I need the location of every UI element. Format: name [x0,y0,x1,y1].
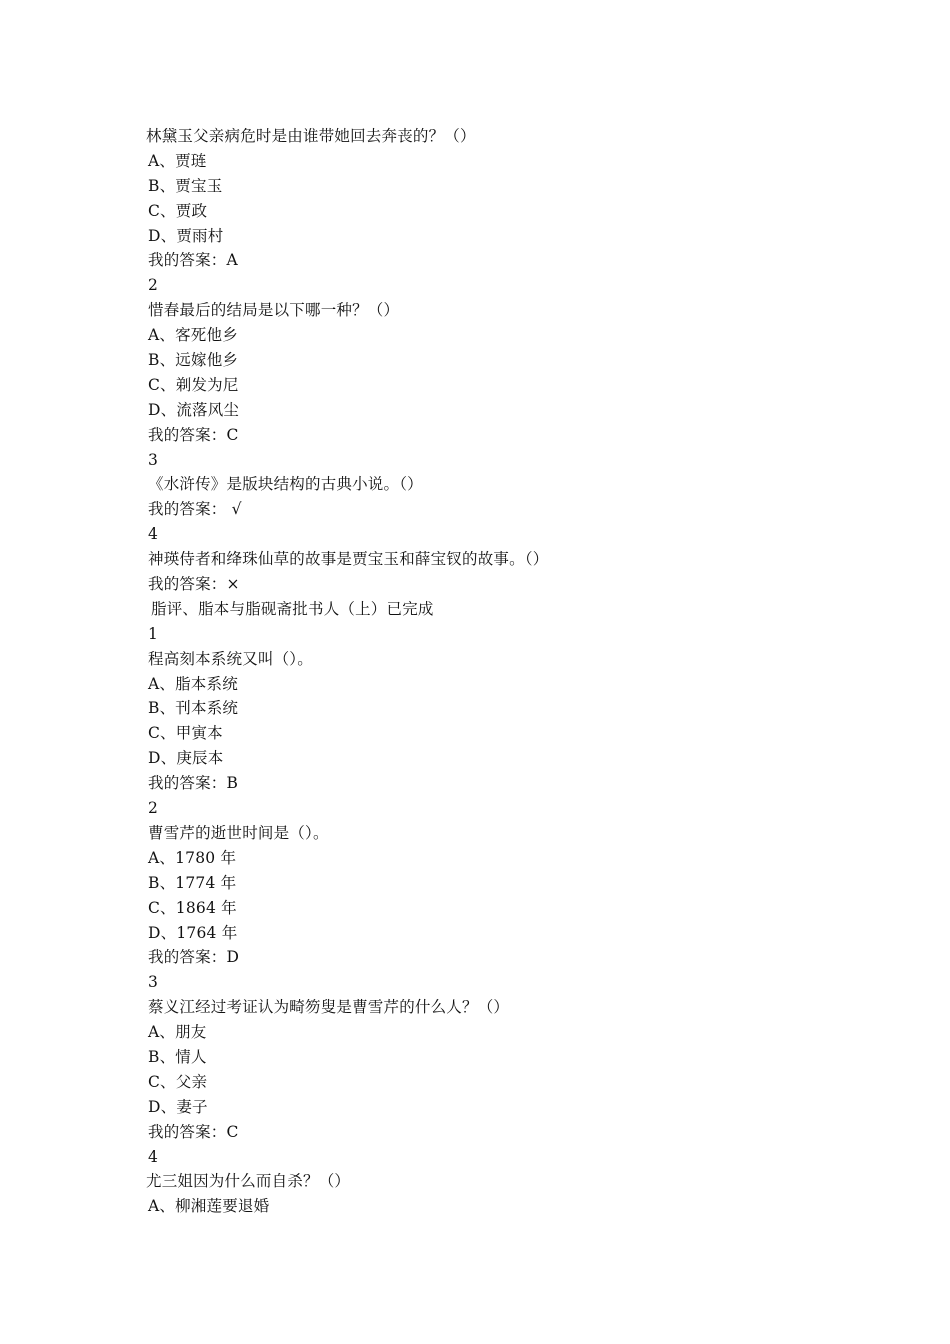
question-text: 尤三姐因为什么而自杀？（） [146,1172,351,1191]
question-number: 3 [148,973,159,992]
question-number: 4 [148,525,159,544]
option-b: B、1774 年 [148,873,237,892]
option-c: C、贾政 [148,201,208,220]
option-b: B、贾宝玉 [148,176,223,195]
question-number: 3 [148,450,159,469]
option-d: D、流落风尘 [148,400,240,419]
question-text: 《水浒传》是版块结构的古典小说。（） [148,475,423,494]
question-number: 2 [148,799,159,818]
option-c: C、父亲 [148,1072,208,1091]
option-b: B、刊本系统 [148,699,239,718]
option-a: A、朋友 [148,1023,207,1042]
my-answer: 我的答案：A [148,251,238,270]
my-answer: 我的答案：C [148,425,239,444]
my-answer: 我的答案：× [148,575,240,594]
question-text: 林黛玉父亲病危时是由谁带她回去奔丧的？（） [146,127,476,145]
question-text: 神瑛侍者和绛珠仙草的故事是贾宝玉和薛宝钗的故事。（） [148,550,549,569]
option-a: A、1780 年 [148,848,237,867]
option-c: C、剃发为尼 [148,375,239,394]
option-b: B、远嫁他乡 [148,351,239,370]
question-text: 程高刻本系统又叫（）。 [148,649,313,668]
my-answer: 我的答案：C [148,1122,239,1141]
question-text: 曹雪芹的逝世时间是（）。 [148,823,329,842]
option-b: B、情人 [148,1047,207,1066]
option-a: A、柳湘莲要退婚 [148,1197,270,1216]
section-title: 脂评、脂本与脂砚斋批书人（上）已完成 [151,599,434,618]
question-text: 惜春最后的结局是以下哪一种？（） [148,301,400,320]
option-c: C、1864 年 [148,898,237,917]
option-a: A、贾琏 [148,151,207,170]
option-d: D、1764 年 [148,923,238,942]
my-answer: 我的答案：D [148,948,240,967]
my-answer: 我的答案：B [148,774,239,793]
option-a: A、客死他乡 [148,326,238,345]
my-answer: 我的答案： √ [148,500,242,519]
option-c: C、甲寅本 [148,724,223,743]
document-body [146,124,846,1219]
option-d: D、庚辰本 [148,749,224,768]
question-number: 4 [148,1147,159,1166]
question-number: 1 [148,624,159,643]
option-d: D、贾雨村 [148,226,224,245]
option-d: D、妻子 [148,1097,208,1116]
question-text: 蔡义江经过考证认为畸笏叟是曹雪芹的什么人？（） [148,998,510,1017]
option-a: A、脂本系统 [148,674,238,693]
question-number: 2 [148,276,159,295]
